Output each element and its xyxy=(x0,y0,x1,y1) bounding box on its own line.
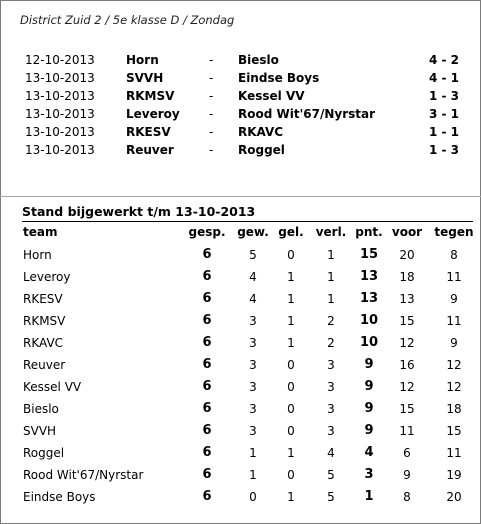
cell-gel: 0 xyxy=(287,380,295,394)
cell-gew: 3 xyxy=(249,380,257,394)
cell-team: RKMSV xyxy=(23,314,66,328)
cell-tegen: 11 xyxy=(446,446,462,460)
result-away-team: Rood Wit'67/Nyrstar xyxy=(238,107,376,121)
result-score: 1 - 3 xyxy=(428,143,459,157)
cell-gew: 4 xyxy=(249,270,257,284)
cell-tegen: 12 xyxy=(446,380,462,394)
result-away-team: Eindse Boys xyxy=(238,71,320,85)
cell-pnt: 9 xyxy=(364,357,374,372)
section-divider xyxy=(0,196,481,197)
cell-team: Reuver xyxy=(23,358,66,372)
cell-pnt: 1 xyxy=(364,489,374,504)
standings-header-row xyxy=(0,225,481,243)
cell-pnt: 10 xyxy=(359,335,379,350)
cell-pnt: 13 xyxy=(359,269,379,284)
cell-gel: 1 xyxy=(287,490,295,504)
cell-voor: 12 xyxy=(399,380,415,394)
cell-team: Leveroy xyxy=(23,270,71,284)
result-away-team: Kessel VV xyxy=(238,89,305,103)
cell-team: RKAVC xyxy=(23,336,64,350)
cell-gesp: 6 xyxy=(202,357,212,372)
result-home-team: RKMSV xyxy=(126,89,175,103)
cell-gew: 5 xyxy=(249,248,257,262)
cell-gel: 0 xyxy=(287,402,295,416)
result-home-team: RKESV xyxy=(126,125,171,139)
cell-gew: 1 xyxy=(249,446,257,460)
result-home-team: Reuver xyxy=(126,143,174,157)
cell-pnt: 4 xyxy=(364,445,374,460)
cell-gel: 0 xyxy=(287,358,295,372)
table-row xyxy=(0,466,481,488)
result-separator: - xyxy=(209,53,214,67)
standings-title-underline xyxy=(22,221,473,222)
cell-gesp: 6 xyxy=(202,423,212,438)
cell-pnt: 3 xyxy=(364,467,374,482)
cell-gesp: 6 xyxy=(202,445,212,460)
cell-team: Horn xyxy=(23,248,52,262)
result-score: 1 - 3 xyxy=(428,89,459,103)
cell-tegen: 11 xyxy=(446,314,462,328)
cell-voor: 6 xyxy=(403,446,411,460)
cell-tegen: 12 xyxy=(446,358,462,372)
cell-tegen: 8 xyxy=(450,248,458,262)
col-header-gel: gel. xyxy=(278,225,304,239)
result-date: 13-10-2013 xyxy=(25,71,95,85)
cell-verl: 3 xyxy=(327,358,335,372)
cell-gew: 0 xyxy=(249,490,257,504)
cell-gel: 1 xyxy=(287,446,295,460)
result-date: 13-10-2013 xyxy=(25,125,95,139)
cell-gesp: 6 xyxy=(202,313,212,328)
cell-team: RKESV xyxy=(23,292,63,306)
cell-tegen: 9 xyxy=(450,336,458,350)
cell-pnt: 9 xyxy=(364,401,374,416)
cell-tegen: 18 xyxy=(446,402,462,416)
cell-team: Kessel VV xyxy=(23,380,82,394)
result-score: 3 - 1 xyxy=(428,107,459,121)
result-separator: - xyxy=(209,143,214,157)
cell-gesp: 6 xyxy=(202,247,212,262)
result-row xyxy=(0,87,481,105)
cell-gesp: 6 xyxy=(202,335,212,350)
col-header-gesp: gesp. xyxy=(188,225,226,239)
cell-verl: 5 xyxy=(327,468,335,482)
cell-gesp: 6 xyxy=(202,401,212,416)
cell-verl: 5 xyxy=(327,490,335,504)
cell-pnt: 13 xyxy=(359,291,379,306)
cell-pnt: 9 xyxy=(364,423,374,438)
cell-gew: 3 xyxy=(249,336,257,350)
result-away-team: RKAVC xyxy=(238,125,284,139)
cell-gel: 1 xyxy=(287,336,295,350)
cell-gew: 4 xyxy=(249,292,257,306)
cell-tegen: 20 xyxy=(446,490,462,504)
result-home-team: SVVH xyxy=(126,71,164,85)
table-row xyxy=(0,444,481,466)
cell-gel: 0 xyxy=(287,468,295,482)
col-header-tegen: tegen xyxy=(434,225,474,239)
cell-pnt: 9 xyxy=(364,379,374,394)
cell-voor: 16 xyxy=(399,358,415,372)
table-row xyxy=(0,334,481,356)
cell-voor: 15 xyxy=(399,402,415,416)
table-row xyxy=(0,422,481,444)
table-row xyxy=(0,268,481,290)
cell-team: Bieslo xyxy=(23,402,59,416)
cell-gew: 3 xyxy=(249,424,257,438)
cell-verl: 3 xyxy=(327,402,335,416)
cell-tegen: 15 xyxy=(446,424,462,438)
cell-gel: 0 xyxy=(287,424,295,438)
cell-verl: 1 xyxy=(327,270,335,284)
result-row xyxy=(0,69,481,87)
cell-gew: 3 xyxy=(249,314,257,328)
result-score: 4 - 2 xyxy=(428,53,459,67)
cell-voor: 11 xyxy=(399,424,415,438)
cell-verl: 3 xyxy=(327,380,335,394)
cell-voor: 9 xyxy=(403,468,411,482)
results-list xyxy=(0,51,481,159)
cell-team: Roggel xyxy=(23,446,65,460)
result-score: 1 - 1 xyxy=(428,125,459,139)
cell-verl: 2 xyxy=(327,314,335,328)
cell-gesp: 6 xyxy=(202,467,212,482)
cell-voor: 18 xyxy=(399,270,415,284)
cell-gesp: 6 xyxy=(202,379,212,394)
cell-pnt: 10 xyxy=(359,313,379,328)
cell-verl: 3 xyxy=(327,424,335,438)
cell-voor: 20 xyxy=(399,248,415,262)
col-header-voor: voor xyxy=(391,225,423,239)
result-row xyxy=(0,51,481,69)
result-separator: - xyxy=(209,71,214,85)
col-header-team: team xyxy=(23,225,58,239)
cell-pnt: 15 xyxy=(359,247,379,262)
cell-team: SVVH xyxy=(23,424,57,438)
result-away-team: Bieslo xyxy=(238,53,279,67)
cell-gel: 1 xyxy=(287,270,295,284)
result-separator: - xyxy=(209,107,214,121)
cell-team: Rood Wit'67/Nyrstar xyxy=(23,468,144,482)
cell-verl: 1 xyxy=(327,292,335,306)
result-row xyxy=(0,141,481,159)
cell-voor: 13 xyxy=(399,292,415,306)
result-date: 13-10-2013 xyxy=(25,107,95,121)
col-header-pnt: pnt. xyxy=(355,225,383,239)
table-row xyxy=(0,246,481,268)
table-row xyxy=(0,488,481,510)
cell-gel: 1 xyxy=(287,314,295,328)
result-separator: - xyxy=(209,125,214,139)
page-title: District Zuid 2 / 5e klasse D / Zondag xyxy=(20,13,235,27)
cell-gel: 0 xyxy=(287,248,295,262)
result-row xyxy=(0,105,481,123)
cell-team: Eindse Boys xyxy=(23,490,96,504)
cell-gesp: 6 xyxy=(202,291,212,306)
result-row xyxy=(0,123,481,141)
cell-voor: 12 xyxy=(399,336,415,350)
cell-gesp: 6 xyxy=(202,269,212,284)
table-row xyxy=(0,290,481,312)
col-header-verl: verl. xyxy=(315,225,347,239)
cell-tegen: 9 xyxy=(450,292,458,306)
result-home-team: Leveroy xyxy=(126,107,180,121)
cell-tegen: 11 xyxy=(446,270,462,284)
cell-gesp: 6 xyxy=(202,489,212,504)
result-home-team: Horn xyxy=(126,53,159,67)
cell-voor: 15 xyxy=(399,314,415,328)
result-separator: - xyxy=(209,89,214,103)
table-row xyxy=(0,378,481,400)
cell-voor: 8 xyxy=(403,490,411,504)
cell-verl: 4 xyxy=(327,446,335,460)
cell-gew: 1 xyxy=(249,468,257,482)
cell-tegen: 19 xyxy=(446,468,462,482)
cell-gel: 1 xyxy=(287,292,295,306)
result-date: 13-10-2013 xyxy=(25,89,95,103)
table-row xyxy=(0,400,481,422)
result-date: 13-10-2013 xyxy=(25,143,95,157)
standings-title: Stand bijgewerkt t/m 13-10-2013 xyxy=(22,204,256,219)
result-date: 12-10-2013 xyxy=(25,53,95,67)
col-header-gew: gew. xyxy=(237,225,269,239)
cell-gew: 3 xyxy=(249,402,257,416)
cell-verl: 2 xyxy=(327,336,335,350)
table-row xyxy=(0,356,481,378)
result-away-team: Roggel xyxy=(238,143,285,157)
result-score: 4 - 1 xyxy=(428,71,459,85)
cell-verl: 1 xyxy=(327,248,335,262)
standings-table xyxy=(0,246,481,510)
table-row xyxy=(0,312,481,334)
cell-gew: 3 xyxy=(249,358,257,372)
